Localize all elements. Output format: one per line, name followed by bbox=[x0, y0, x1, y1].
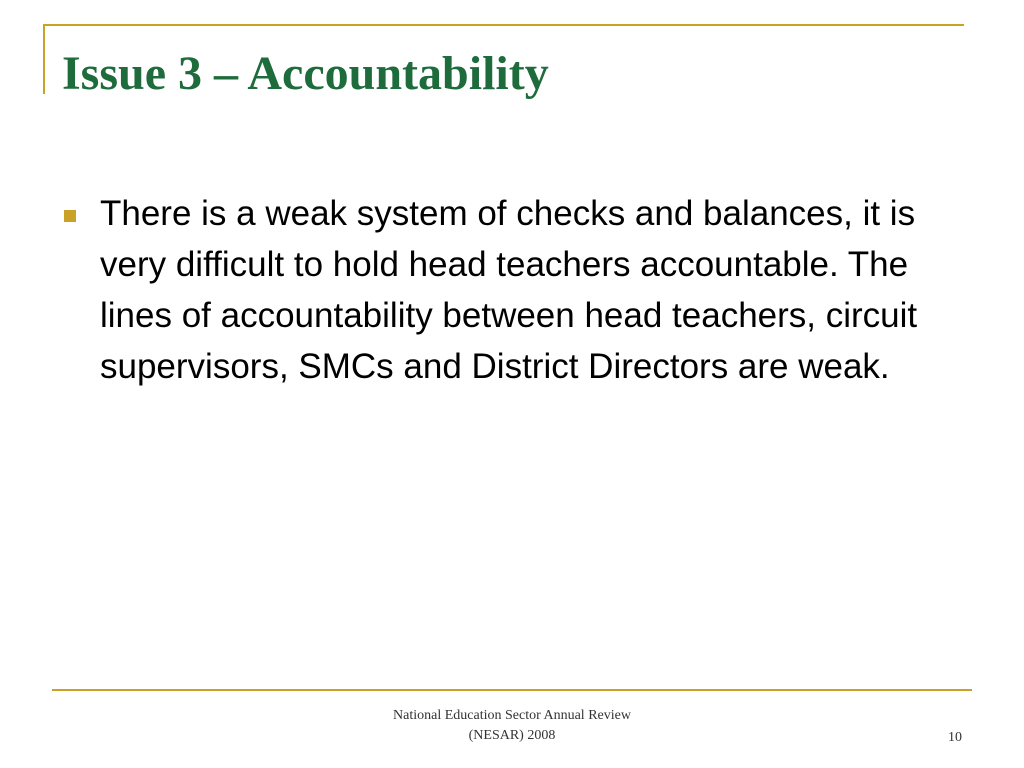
footer-line-2: (NESAR) 2008 bbox=[468, 728, 556, 743]
title-frame-top-rule bbox=[43, 24, 964, 26]
footer-rule bbox=[52, 689, 972, 691]
bullet-list bbox=[62, 188, 962, 392]
footer-line-1: National Education Sector Annual Review bbox=[393, 708, 631, 723]
page-number: 10 bbox=[948, 730, 962, 745]
title-frame-left-rule bbox=[43, 24, 45, 94]
bullet-item bbox=[62, 188, 962, 392]
bullet-text: There is a weak system of checks and balances, it is very difficult to hold head teachers accountable. The lines of accountability between head teachers, circuit supervisors, SMCs and District Directors are weak. bbox=[100, 194, 918, 386]
square-bullet-icon bbox=[64, 210, 76, 222]
slide-title: Issue 3 – Accountability bbox=[62, 47, 549, 100]
slide-footer bbox=[312, 706, 712, 746]
